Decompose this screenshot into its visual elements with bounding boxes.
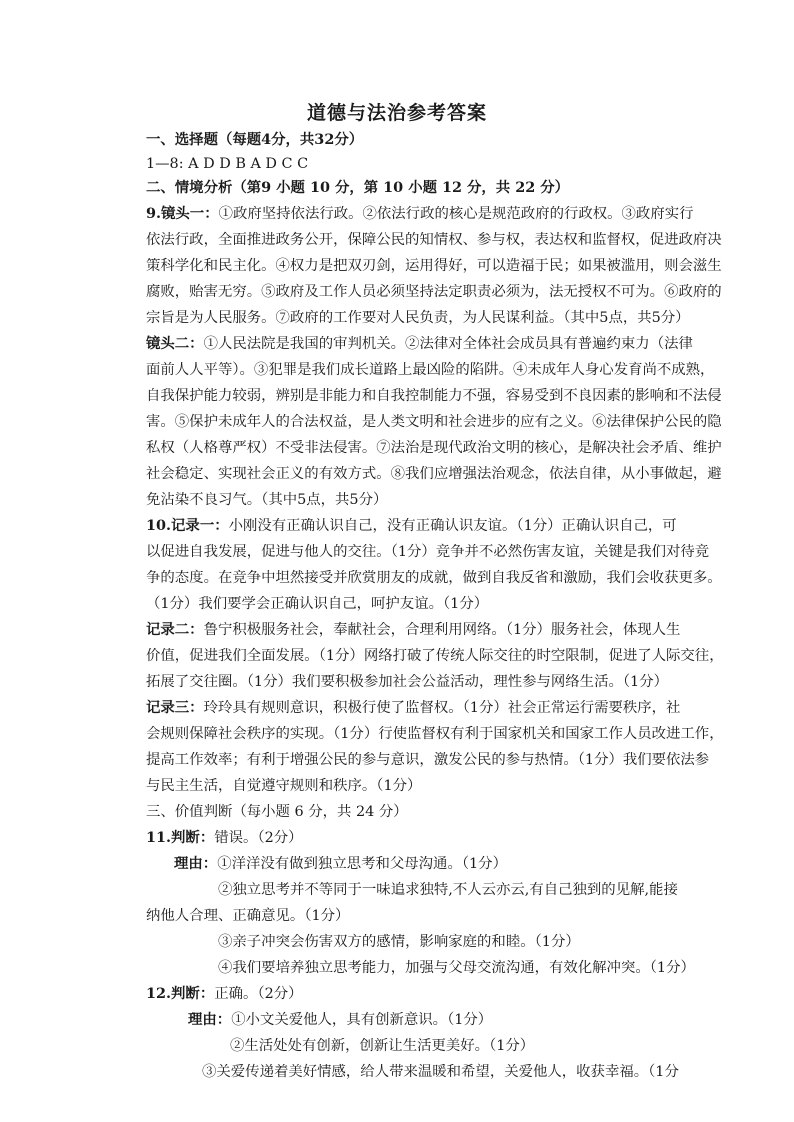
q10-rec3-text-2: 会规则保障社会秩序的实现。（1分）行使监督权有利于国家机关和国家工作人员改进工作， [146, 726, 724, 742]
q9-lens2-text-1: ①人民法院是我国的审判机关。②法律对全体社会成员具有普遍约束力（法律 [203, 336, 693, 352]
q9-lens2-text-6: 社会稳定、实现社会正义的有效方式。⑧我们应增强法治观念，依法自律，从小事做起，避 [146, 466, 722, 482]
choice-answers: 1—8: A D D B A D C C [146, 156, 309, 172]
q9-lens1-text-3: 策科学化和民主化。④权力是把双刃剑，运用得好，可以造福于民；如果被滥用，则会滋生 [146, 258, 722, 274]
q11-reason-1-text: ①洋洋没有做到独立思考和父母沟通。（1分） [217, 856, 507, 872]
q12-judgement [146, 984, 303, 1004]
q9-lens1-text-4: 腐败，贻害无穷。⑤政府及工作人员必须坚持法定职责必须为，法无授权不可为。⑥政府的 [146, 284, 722, 300]
q10-rec2-line-1 [146, 620, 680, 640]
q11-judge-label: 11.判断： [146, 829, 215, 846]
q12-reason-1 [188, 1010, 492, 1030]
q9-lens1-text-2: 依法行政，全面推进政务公开，保障公民的知情权、参与权，表达权和监督权，促进政府决 [146, 232, 722, 248]
q10-rec3-label: 记录三： [146, 699, 204, 716]
q10-rec1-text-1: 小刚没有正确认识自己，没有正确认识友谊。（1分）正确认识自己，可 [228, 518, 677, 534]
q10-rec1-label: 10.记录一： [146, 517, 229, 534]
q9-lens1-label: 9.镜头一： [146, 205, 219, 222]
q11-reason-2a: ②独立思考并不等同于一味追求独特,不人云亦云,有自己独到的见解,能接 [218, 882, 678, 898]
q9-lens1-text-5: 宗旨是为人民服务。⑦政府的工作要对人民负责，为人民谋利益。（其中5点，共5分） [146, 310, 690, 326]
q12-reason-1-text: ①小文关爱他人，具有创新意识。（1分） [231, 1012, 493, 1028]
q12-judge-label: 12.判断： [146, 985, 215, 1002]
q11-reason-1 [174, 854, 507, 874]
section1-heading: 一、选择题（每题4分，共32分） [146, 131, 364, 148]
q10-rec3-text-3: 提高工作效率；有利于增强公民的参与意识，激发公民的参与热情。（1分）我们要依法参 [146, 752, 710, 768]
q10-rec1-text-2: 以促进自我发展，促进与他人的交往。（1分）竞争并不必然伤害友谊，关键是我们对待竞 [146, 544, 710, 560]
q9-lens2-line-1 [146, 334, 693, 354]
q12-reason-2: ②生活处处有创新，创新让生活更美好。（1分） [230, 1038, 535, 1054]
q9-lens2-text-3: 自我保护能力较弱，辨别是非能力和自我控制能力不强，容易受到不良因素的影响和不法侵 [146, 388, 722, 404]
q9-lens2-text-2: 面前人人平等）。③犯罪是我们成长道路上最凶险的陷阱。④未成年人身心发育尚不成熟， [146, 362, 715, 378]
q11-judge-value: 错误。（2分） [214, 830, 303, 846]
q11-reason-4: ④我们要培养独立思考能力，加强与父母交流沟通，有效化解冲突。（1分） [218, 960, 695, 976]
q9-line-1 [146, 204, 694, 224]
q10-rec2-text-3: 拓展了交往圈。（1分）我们要积极参加社会公益活动，理性参与网络生活。（1分） [146, 674, 668, 690]
section2-heading: 二、情境分析（第9 小题 10 分，第 10 小题 12 分，共 22 分） [146, 179, 570, 196]
q10-rec1-line-1 [146, 516, 677, 536]
q10-rec3-text-4: 与民主生活，自觉遵守规则和秩序。（1分） [146, 778, 422, 794]
q10-rec3-line-1 [146, 698, 680, 718]
q9-lens2-text-4: 害。⑤保护未成年人的合法权益，是人类文明和社会进步的应有之义。⑥法律保护公民的隐 [146, 414, 722, 430]
q10-rec2-text-1: 鲁宁积极服务社会，奉献社会，合理利用网络。（1分）服务社会，体现人生 [203, 622, 681, 638]
q9-lens2-text-5: 私权（人格尊严权）不受非法侵害。⑦法治是现代政治文明的核心，是解决社会矛盾、维护 [146, 440, 722, 456]
q11-reason-3: ③亲子冲突会伤害双方的感情，影响家庭的和睦。（1分） [218, 934, 580, 950]
q12-judge-value: 正确。（2分） [214, 986, 303, 1002]
q9-lens1-text-1: ①政府坚持依法行政。②依法行政的核心是规范政府的行政权。③政府实行 [218, 206, 694, 222]
q11-reason-label: 理由： [174, 855, 218, 872]
q10-rec1-text-4: （1分）我们要学会正确认识自己，呵护友谊。（1分） [146, 596, 489, 612]
q9-lens2-text-7: 免沾染不良习气。（其中5点，共5分） [146, 492, 388, 508]
q11-judgement [146, 828, 303, 848]
page-title: 道德与法治参考答案 [306, 102, 487, 124]
q10-rec2-label: 记录二： [146, 621, 204, 638]
q10-rec2-text-2: 价值，促进我们全面发展。（1分）网络打破了传统人际交往的时空限制，促进了人际交往， [146, 648, 724, 664]
q12-reason-label: 理由： [188, 1011, 232, 1028]
q11-reason-2b: 纳他人合理、正确意见。（1分） [146, 908, 350, 924]
q9-lens2-label: 镜头二： [146, 335, 204, 352]
q10-rec1-text-3: 争的态度。在竞争中坦然接受并欣赏朋友的成就，做到自我反省和激励，我们会收获更多。 [146, 570, 722, 586]
section3-heading: 三、价值判断（每小题 6 分，共 24 分） [146, 804, 408, 820]
q12-reason-3: ③关爱传递着美好情感，给人带来温暖和希望，关爱他人，收获幸福。（1分 [202, 1064, 679, 1080]
q10-rec3-text-1: 玲玲具有规则意识，积极行使了监督权。（1分）社会正常运行需要秩序，社 [203, 700, 681, 716]
